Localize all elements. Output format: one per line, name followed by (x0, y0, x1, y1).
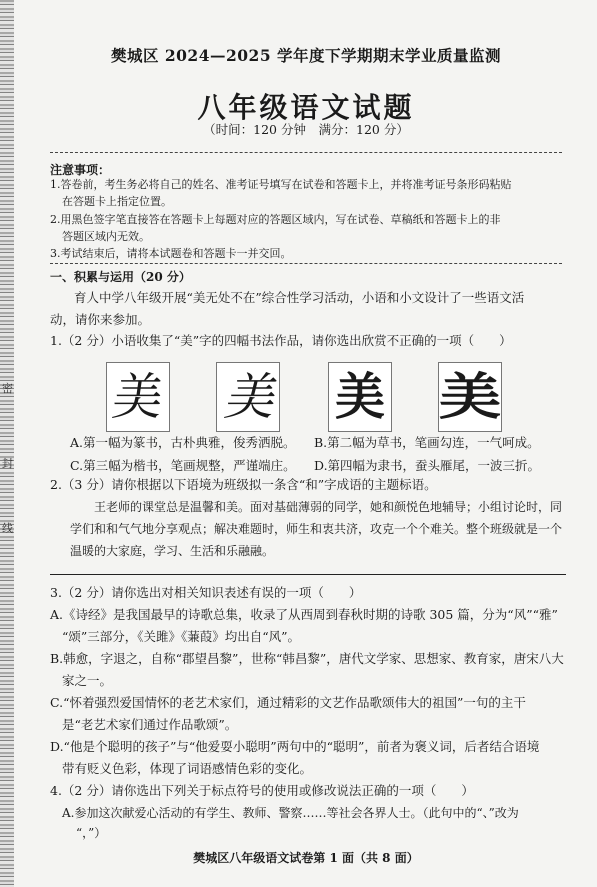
calligraphy-seal-script: 美 (106, 362, 170, 432)
option-line: D.“他是个聪明的孩子”与“他爱耍小聪明”两句中的“聪明”，前者为褒义词，后者结合语境 (50, 739, 540, 754)
notice-item: 3.考试结束后，请将本试题卷和答题卡一并交回。 (50, 247, 292, 260)
option-d: D.第四幅为隶书，蚕头雁尾，一波三折。 (314, 458, 541, 473)
option-line: A.《诗经》是我国最早的诗歌总集，收录了从西周到春秋时期的诗歌 305 篇，分为“风”“雅” (50, 607, 558, 622)
time-and-score: （时间：120 分钟 满分：120 分） (203, 122, 409, 137)
option-line: B.韩愈，字退之，自称“郡望昌黎”，世称“韩昌黎”，唐代文学家、思想家、教育家，唐宋八大 (50, 651, 564, 666)
exam-title: 樊城区 2024—2025 学年度下学期期末学业质量监测 (110, 46, 502, 65)
answer-line (50, 574, 566, 575)
calligraphy-clerical: 美 (438, 362, 502, 432)
section-heading: 一、积累与运用（20 分） (50, 270, 191, 284)
question-3-stem: 3.（2 分）请你选出对相关知识表述有误的一项（ ） (50, 585, 362, 600)
option-line: 家之一。 (62, 673, 113, 688)
question-4-stem: 4.（2 分）请你选出下列关于标点符号的使用或修改说法正确的一项（ ） (50, 783, 474, 798)
question-2-context: 王老师的课堂总是温馨和美。面对基础薄弱的同学，她和颜悦色地辅导；小组讨论时，同学们和和气气地分享观点；解决难题时，师生和衷共济，攻克一个个难关。整个班级就是一个温暖的大家庭，学习、生活和乐融融。 (70, 500, 563, 558)
intro-text: 育人中学八年级开展“美无处不在”综合性学习活动，小语和小文设计了一些语文活 (74, 290, 525, 305)
option-line: C.“怀着强烈爱国情怀的老艺术家们，通过精彩的文艺作品歌颂伟大的祖国”一句的主干 (50, 695, 526, 710)
page-footer: 樊城区八年级语文试卷第 1 面（共 8 面） (193, 851, 419, 865)
calligraphy-cursive: 美 (216, 362, 280, 432)
notice-item: 1.答卷前，考生务必将自己的姓名、准考证号填写在试卷和答题卡上，并将准考证号条形码粘贴 (50, 178, 512, 191)
notice-item: 答题区域内无效。 (62, 230, 150, 243)
intro-text: 动，请你来参加。 (50, 312, 151, 327)
option-line: A.参加这次献爱心活动的有学生、教师、警察……等社会各界人士。（此句中的“、”改为 (62, 806, 519, 820)
notice-item: 2.用黑色签字笔直接答在答题卡上每题对应的答题区域内，写在试卷、草稿纸和答题卡上的非 (50, 213, 501, 226)
notice-box (50, 152, 562, 264)
option-c: C.第三幅为楷书，笔画规整，严谨端庄。 (70, 458, 296, 473)
question-2-stem: 2.（3 分）请你根据以下语境为班级拟一条含“和”字成语的主题标语。 (50, 477, 437, 492)
option-line: 带有贬义色彩，体现了词语感情色彩的变化。 (62, 761, 313, 776)
seal-mark: 封 (2, 457, 13, 470)
option-line: “，”） (76, 826, 107, 840)
option-line: 是“老艺术家们通过作品歌颂”。 (62, 717, 238, 732)
binding-margin-strip (0, 0, 14, 887)
seal-mark: 线 (2, 522, 13, 535)
question-1-stem: 1.（2 分）小语收集了“美”字的四幅书法作品，请你选出欣赏不正确的一项（ ） (50, 333, 512, 348)
notice-title: 注意事项： (50, 163, 111, 177)
option-b: B.第二幅为草书，笔画勾连，一气呵成。 (314, 435, 540, 450)
seal-mark: 密 (2, 382, 13, 395)
option-line: “颂”三部分，《关雎》《蒹葭》均出自“风”。 (62, 629, 301, 644)
paper-title: 八年级语文试题 (197, 91, 415, 124)
option-a: A.第一幅为篆书，古朴典雅，俊秀洒脱。 (70, 435, 296, 450)
calligraphy-regular: 美 (328, 362, 392, 432)
notice-item: 在答题卡上指定位置。 (62, 195, 172, 208)
